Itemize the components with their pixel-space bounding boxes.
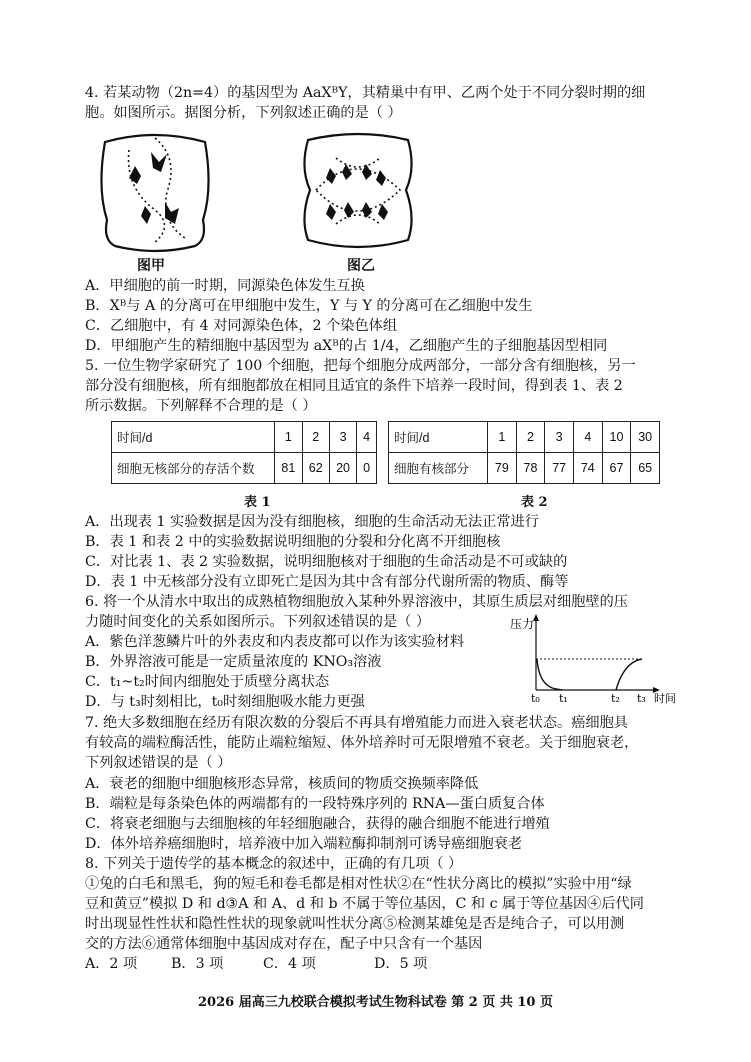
q5-option-b: B．表 1 和表 2 中的实验数据说明细胞的分裂和分化离不开细胞核 [85,534,501,550]
graph-x-label: 时间 [654,692,676,704]
table-1 [111,421,377,484]
pressure-time-graph [506,612,686,704]
table-row [112,453,377,484]
table-cell: 3 [545,422,574,453]
q8-body-line1: ①兔的白毛和黑毛，狗的短毛和卷毛都是相对性状②在“性状分离比的模拟”实验中用“绿 [85,876,632,892]
table-cell: 0 [357,453,377,484]
table-cell: 62 [302,453,329,484]
q6-option-d: D．与 t₃时刻相比，t₀时刻细胞吸水能力更强 [85,694,365,710]
table-cell: 4 [573,422,602,453]
table-cell: 1 [275,422,302,453]
graph-tick-t1: t₁ [559,692,568,704]
q4-option-d: D．甲细胞产生的精细胞中基因型为 aXᴮ的占 1/4，乙细胞产生的子细胞基因型相同 [85,338,608,354]
table-cell: 77 [545,453,574,484]
table-1-caption: 表 1 [244,495,271,510]
q5-stem-line3: 所示数据。下列解释不合理的是（ ） [85,398,317,414]
table-cell: 时间/d [112,422,275,453]
q6-stem-line2: 力随时间变化的关系如图所示。下列叙述错误的是（ ） [85,614,431,630]
q8-body-line3: 时出现显性性状和隐性性状的现象就叫性状分离⑤检测某雄兔是否是纯合子，可以用测 [85,916,625,932]
graph-curve-falling [537,659,562,690]
table-cell: 20 [329,453,356,484]
graph-tick-t2: t₂ [611,692,620,704]
table-row [389,453,660,484]
table-cell: 细胞无核部分的存活个数 [112,453,275,484]
cell-diagram-a [95,128,215,254]
table-cell: 细胞有核部分 [389,453,488,484]
q7-option-c: C．将衰老细胞与去细胞核的年轻细胞融合，获得的融合细胞不能进行增殖 [85,816,550,832]
q7-option-d: D．体外培养癌细胞时，培养液中加入端粒酶抑制剂可诱导癌细胞衰老 [85,836,523,852]
q7-stem-line3: 下列叙述错误的是（ ） [85,755,232,771]
table-cell: 30 [631,422,660,453]
q8-stem: 8. 下列关于遗传学的基本概念的叙述中，正确的有几项（ ） [85,856,463,872]
figure-label-b: 图乙 [347,258,375,274]
q7-stem-line1: 7. 绝大多数细胞在经历有限次数的分裂后不再具有增殖能力而进入衰老状态。癌细胞具 [85,715,628,731]
table-cell: 10 [602,422,631,453]
q6-option-a: A．紫色洋葱鳞片叶的外表皮和内表皮都可以作为该实验材料 [85,634,465,650]
table-cell: 65 [631,453,660,484]
q7-stem-line2: 有较高的端粒酶活性，能防止端粒缩短、体外培养时可无限增殖不衰老。关于细胞衰老， [85,735,639,751]
q4-stem-line2: 胞。如图所示。据图分析，下列叙述正确的是（ ） [85,105,402,121]
table-cell: 3 [329,422,356,453]
q4-option-c: C．乙细胞中，有 4 对同源染色体，2 个染色体组 [85,318,398,334]
q8-body-line4: 交的方法⑥通常体细胞中基因成对存在，配子中只含有一个基因 [85,936,483,952]
q8-option-b: B．3 项 [171,956,224,972]
q7-option-a: A．衰老的细胞中细胞核形态异常，核质间的物质交换频率降低 [85,776,479,792]
figure-label-a: 图甲 [137,258,165,274]
q6-option-c: C．t₁~t₂时间内细胞处于质壁分离状态 [85,674,330,690]
table-row [389,422,660,453]
table-cell: 时间/d [389,422,488,453]
graph-tick-t0: t₀ [531,692,540,704]
table-row [112,422,377,453]
page-footer: 2026 届高三九校联合模拟考试生物科试卷 第 2 页 共 10 页 [198,995,553,1010]
table-2 [388,421,660,484]
q4-stem-line1: 4. 若某动物（2n=4）的基因型为 AaXᴮY，其精巢中有甲、乙两个处于不同分裂时期的细 [85,85,646,101]
q6-option-b: B．外界溶液可能是一定质量浓度的 KNO₃溶液 [85,654,382,670]
q8-option-c: C．4 项 [263,956,316,972]
q7-option-b: B．端粒是每条染色体的两端都有的一段特殊序列的 RNA—蛋白质复合体 [85,796,545,812]
q8-body-line2: 豆和黄豆”模拟 D 和 d③A 和 A、d 和 b 不属于等位基因，C 和 c 属于等位基因④后代同 [85,896,644,912]
graph-tick-t3: t₃ [637,692,646,704]
q5-option-d: D．表 1 中无核部分没有立即死亡是因为其中含有部分代谢所需的物质、酶等 [85,574,569,590]
table-cell: 1 [488,422,517,453]
table-cell: 2 [516,422,545,453]
graph-curve-rising [616,659,642,690]
q5-stem-line1: 5. 一位生物学家研究了 100 个细胞，把每个细胞分成两部分，一部分含有细胞核，另一 [85,358,636,374]
q5-stem-line2: 部分没有细胞核，所有细胞都放在相同且适宜的条件下培养一段时间，得到表 1、表 2 [85,378,623,394]
table-2-caption: 表 2 [521,495,548,510]
table-cell: 78 [516,453,545,484]
table-cell: 79 [488,453,517,484]
table-cell: 67 [602,453,631,484]
q6-stem-line1: 6. 将一个从清水中取出的成熟植物细胞放入某种外界溶液中，其原生质层对细胞壁的压 [85,594,628,610]
q8-option-d: D．5 项 [374,956,428,972]
q5-option-c: C．对比表 1、表 2 实验数据，说明细胞核对于细胞的生命活动是不可或缺的 [85,554,568,570]
q4-option-b: B．Xᴮ与 A 的分离可在甲细胞中发生，Y 与 Y 的分离可在乙细胞中发生 [85,298,533,314]
table-cell: 74 [573,453,602,484]
cell-diagram-b [296,128,420,254]
table-cell: 4 [357,422,377,453]
table-cell: 81 [275,453,302,484]
q5-option-a: A．出现表 1 实验数据是因为没有细胞核，细胞的生命活动无法正常进行 [85,514,539,530]
table-cell: 2 [302,422,329,453]
q8-option-a: A．2 项 [85,956,138,972]
q4-option-a: A．甲细胞的前一时期，同源染色体发生互换 [85,278,365,294]
graph-y-label: 压力 [510,617,535,631]
